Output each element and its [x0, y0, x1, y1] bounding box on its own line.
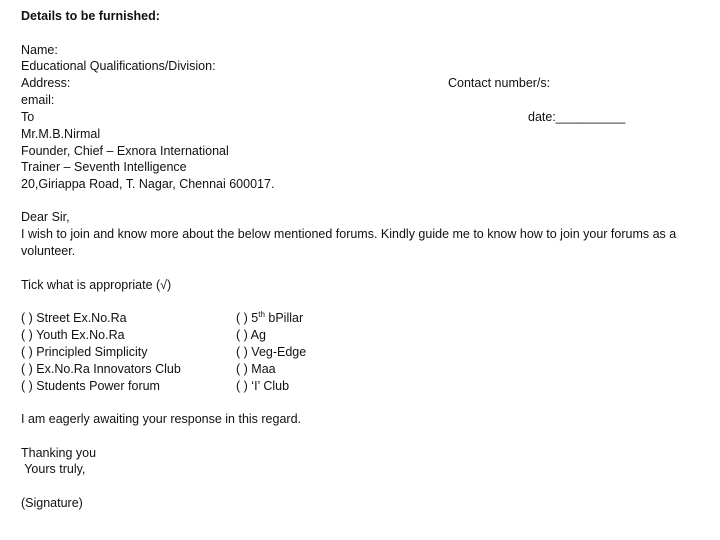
salutation: Dear Sir,: [21, 210, 70, 224]
option-label: Youth Ex.No.Ra: [36, 328, 125, 342]
checkbox-marker[interactable]: ( ): [236, 345, 248, 359]
signature-label: (Signature): [21, 496, 83, 510]
tick-prompt: Tick what is appropriate (√): [21, 278, 172, 292]
option-street-exnora[interactable]: [21, 310, 127, 327]
name-field-label: Name:: [21, 43, 58, 57]
checkbox-marker[interactable]: ( ): [21, 311, 33, 325]
checkbox-marker[interactable]: ( ): [236, 311, 248, 325]
option-label: Maa: [251, 362, 276, 376]
checkbox-marker[interactable]: ( ): [236, 362, 248, 376]
option-i-club[interactable]: [236, 378, 289, 395]
option-label: ‘I’ Club: [251, 379, 290, 393]
checkbox-marker[interactable]: ( ): [236, 379, 248, 393]
address-field-label: Address:: [21, 76, 71, 90]
recipient-title-2: Trainer – Seventh Intelligence: [21, 160, 187, 174]
option-students-power-forum[interactable]: [21, 378, 160, 395]
page-heading: Details to be furnished:: [21, 9, 160, 23]
option-label: 5th bPillar: [251, 309, 304, 325]
option-maa[interactable]: [236, 361, 276, 378]
awaiting-response-line: I am eagerly awaiting your response in this regard.: [21, 412, 302, 426]
recipient-address: 20,Giriappa Road, T. Nagar, Chennai 600017.: [21, 177, 275, 191]
checkbox-marker[interactable]: ( ): [21, 362, 33, 376]
recipient-name: Mr.M.B.Nirmal: [21, 127, 101, 141]
checkbox-marker[interactable]: ( ): [21, 345, 33, 359]
email-field-label: email:: [21, 93, 55, 107]
option-label: Ag: [250, 328, 266, 342]
option-innovators-club[interactable]: [21, 361, 181, 378]
date-field-label: date:__________: [528, 110, 626, 124]
option-veg-edge[interactable]: [236, 344, 306, 361]
option-label: Students Power forum: [36, 379, 160, 393]
body-paragraph: I wish to join and know more about the below mentioned forums. Kindly guide me to know how to join your forums as a volunteer.: [21, 227, 677, 258]
qualifications-field-label: Educational Qualifications/Division:: [21, 59, 216, 73]
option-ag[interactable]: [236, 327, 266, 344]
option-label: Ex.No.Ra Innovators Club: [36, 362, 181, 376]
recipient-to: To: [21, 110, 35, 124]
checkbox-marker[interactable]: ( ): [21, 328, 33, 342]
recipient-title-1: Founder, Chief – Exnora International: [21, 144, 229, 158]
checkbox-marker[interactable]: ( ): [236, 328, 248, 342]
option-label: Street Ex.No.Ra: [36, 311, 127, 325]
option-label: Principled Simplicity: [36, 345, 148, 359]
option-youth-exnora[interactable]: [21, 327, 125, 344]
option-label: Veg-Edge: [251, 345, 307, 359]
closing-yours-truly: Yours truly,: [21, 462, 86, 476]
contact-field-label: Contact number/s:: [448, 76, 551, 90]
option-5th-pillar[interactable]: [236, 310, 303, 327]
closing-thanks: Thanking you: [21, 446, 97, 460]
option-principled-simplicity[interactable]: [21, 344, 147, 361]
checkbox-marker[interactable]: ( ): [21, 379, 33, 393]
